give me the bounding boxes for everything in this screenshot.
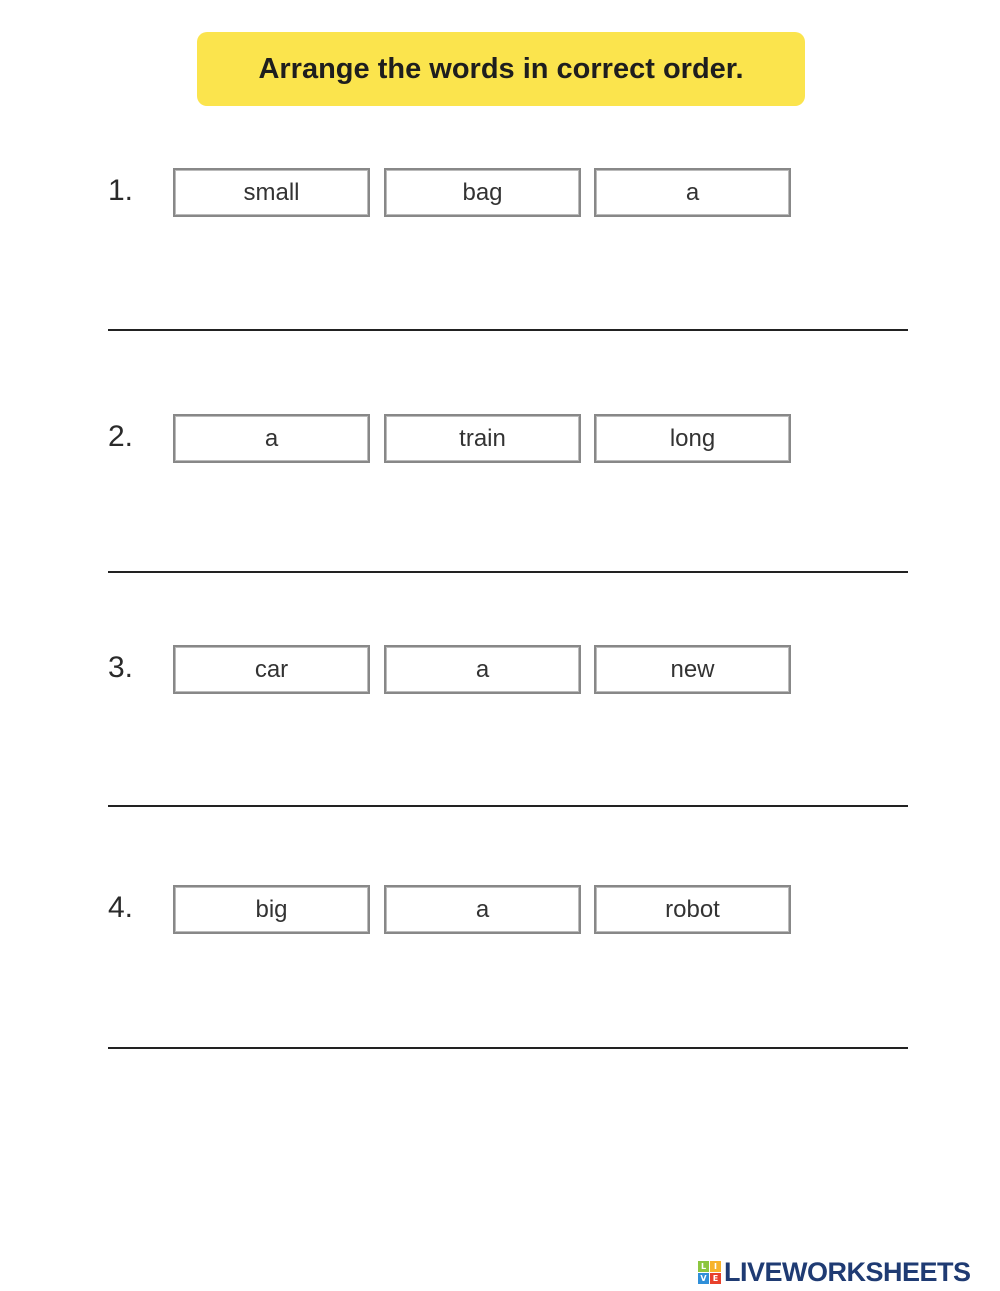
answer-line-2[interactable] [108,571,908,573]
answer-line-1[interactable] [108,329,908,331]
instructions-title: Arrange the words in correct order. [258,52,744,85]
word-card[interactable]: big [173,885,370,934]
instructions-banner [197,32,805,106]
logo-icon: L I V E [698,1261,721,1284]
word-card[interactable]: train [384,414,581,463]
question-1 [0,168,1000,218]
word-card[interactable]: car [173,645,370,694]
question-2 [0,414,1000,464]
word-card[interactable]: a [173,414,370,463]
word-card[interactable]: a [384,645,581,694]
question-number: 2. [108,420,134,453]
question-number: 3. [108,651,134,684]
word-card[interactable]: new [594,645,791,694]
logo-text: LIVEWORKSHEETS [724,1257,971,1287]
word-card[interactable]: a [594,168,791,217]
answer-line-3[interactable] [108,805,908,807]
word-card[interactable]: a [384,885,581,934]
word-card[interactable]: small [173,168,370,217]
word-card[interactable]: long [594,414,791,463]
question-number: 4. [108,891,134,924]
word-card[interactable]: robot [594,885,791,934]
question-3 [0,645,1000,695]
question-number: 1. [108,174,134,207]
question-4 [0,885,1000,935]
word-card[interactable]: bag [384,168,581,217]
answer-line-4[interactable] [108,1047,908,1049]
liveworksheets-logo [698,1257,971,1288]
